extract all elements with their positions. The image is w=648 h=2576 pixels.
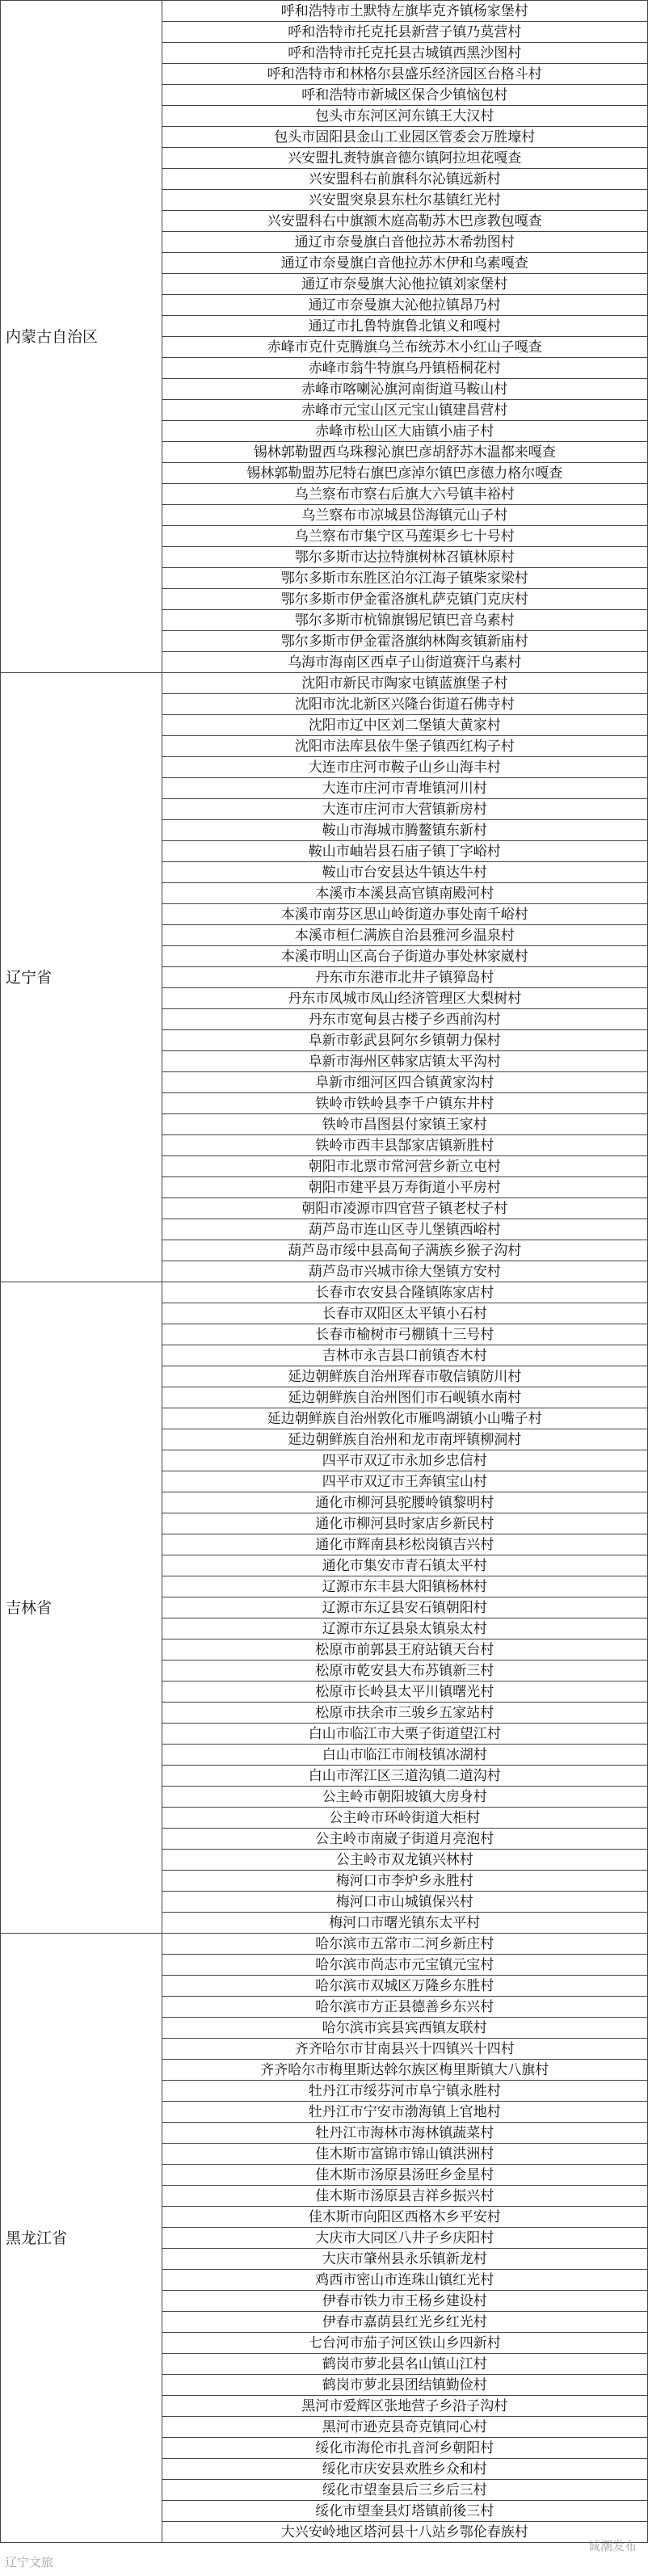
village-name: 鸡西市密山市连珠山镇红光村 [162,2270,647,2291]
village-name: 大连市庄河市鞍子山乡山海丰村 [162,757,647,778]
village-name: 鄂尔多斯市达拉特旗树林召镇林原村 [162,547,647,568]
village-name: 通化市集安市青石镇太平村 [162,1555,647,1576]
village-name: 黑河市爱辉区张地营子乡沿子沟村 [162,2396,647,2417]
village-name: 白山市浑江区三道沟镇二道沟村 [162,1766,647,1787]
village-name: 乌海市海南区西卓子山街道赛汗乌素村 [162,652,647,673]
table-row [1,1934,648,1955]
village-name: 通化市辉南县杉松岗镇吉兴村 [162,1534,647,1555]
village-name: 梅河口市山城镇保兴村 [162,1892,647,1913]
village-name: 赤峰市克什克腾旗乌兰布统苏木小红山子嘎查 [162,337,647,358]
village-name: 牡丹江市宁安市渤海镇上官地村 [162,2102,647,2123]
village-name: 公主岭市朝阳坡镇大房身村 [162,1787,647,1808]
village-name: 哈尔滨市尚志市元宝镇元宝村 [162,1955,647,1976]
village-name: 铁岭市西丰县郜家店镇新胜村 [162,1135,647,1156]
village-name: 乌兰察布市凉城县岱海镇元山子村 [162,505,647,526]
village-name: 鞍山市台安县达牛镇达牛村 [162,862,647,883]
village-name: 长春市榆树市弓棚镇十三号村 [162,1324,647,1345]
village-name: 延边朝鲜族自治州和龙市南坪镇柳洞村 [162,1429,647,1450]
village-name: 绥化市海伦市扎音河乡朝阳村 [162,2438,647,2459]
village-name: 沈阳市辽中区刘二堡镇大黄家村 [162,715,647,736]
village-name: 兴安盟扎赉特旗音德尔镇阿拉坦花嘎查 [162,148,647,169]
village-name: 哈尔滨市五常市二河乡新庄村 [162,1934,647,1955]
village-name: 铁岭市铁岭县李千户镇东井村 [162,1093,647,1114]
village-name: 公主岭市环岭街道大柜村 [162,1808,647,1829]
village-name: 鞍山市海城市腾鳌镇东新村 [162,820,647,841]
village-name: 呼和浩特市托克托县古城镇西黑沙图村 [162,43,647,64]
village-name: 朝阳市北票市常河营乡新立屯村 [162,1156,647,1177]
village-name: 阜新市海州区韩家店镇太平沟村 [162,1051,647,1072]
village-name: 延边朝鲜族自治州珲春市敬信镇防川村 [162,1366,647,1387]
village-name: 长春市双阳区太平镇小石村 [162,1303,647,1324]
table-body [1,1,648,2543]
village-name: 本溪市本溪县高官镇南殿河村 [162,883,647,904]
village-name: 佳木斯市富锦市锦山镇洪洲村 [162,2144,647,2165]
village-name: 兴安盟科右中旗额木庭高勒苏木巴彦教包嘎查 [162,211,647,232]
village-name: 伊春市铁力市王杨乡建设村 [162,2291,647,2312]
village-name: 呼和浩特市土默特左旗毕克齐镇杨家堡村 [162,1,647,22]
province-name: 内蒙古自治区 [1,1,162,673]
village-name: 乌兰察布市察右后旗大六号镇丰裕村 [162,484,647,505]
village-name: 哈尔滨市双城区万隆乡东胜村 [162,1976,647,1997]
village-name: 鹤岗市萝北县名山镇山江村 [162,2354,647,2375]
village-name: 齐齐哈尔市甘南县兴十四镇兴十四村 [162,2039,647,2060]
watermark-left: 辽宁文旅 [5,2555,54,2570]
village-name: 大连市庄河市青堆镇河川村 [162,778,647,799]
village-name: 葫芦岛市绥中县高甸子满族乡猴子沟村 [162,1240,647,1261]
village-name: 辽源市东辽县安石镇朝阳村 [162,1597,647,1618]
village-name: 葫芦岛市连山区寺儿堡镇西峪村 [162,1219,647,1240]
village-name: 通化市柳河县驼腰岭镇黎明村 [162,1492,647,1513]
village-name: 包头市东河区河东镇王大汉村 [162,106,647,127]
village-name: 鞍山市岫岩县石庙子镇丁字峪村 [162,841,647,862]
village-name: 葫芦岛市兴城市徐大堡镇方安村 [162,1261,647,1282]
village-name: 牡丹江市绥芬河市阜宁镇永胜村 [162,2081,647,2102]
village-name: 鄂尔多斯市东胜区泊尔江海子镇柴家梁村 [162,568,647,589]
village-name: 佳木斯市汤原县汤旺乡金星村 [162,2165,647,2186]
village-name: 鄂尔多斯市伊金霍洛旗纳林陶亥镇新庙村 [162,631,647,652]
village-name: 大庆市肇州县永乐镇新龙村 [162,2249,647,2270]
village-name: 呼和浩特市托克托县新营子镇乃莫营村 [162,22,647,43]
village-name: 赤峰市元宝山区元宝山镇建昌营村 [162,400,647,421]
village-name: 本溪市桓仁满族自治县雅河乡温泉村 [162,925,647,946]
village-name: 本溪市南芬区思山岭街道办事处南千峪村 [162,904,647,925]
village-name: 呼和浩特市新城区保合少镇恼包村 [162,85,647,106]
village-name: 七台河市茄子河区铁山乡四新村 [162,2333,647,2354]
watermark-right: 诚潮发布 [587,2539,637,2553]
village-name: 赤峰市翁牛特旗乌丹镇梧桐花村 [162,358,647,379]
village-name: 辽源市东辽县泉太镇泉太村 [162,1618,647,1639]
village-name: 长春市农安县合隆镇陈家店村 [162,1282,647,1303]
village-name: 阜新市彰武县阿尔乡镇朝力保村 [162,1030,647,1051]
province-name: 辽宁省 [1,673,162,1282]
village-name: 通辽市奈曼旗白音他拉苏木伊和乌素嘎查 [162,253,647,274]
village-name: 白山市临江市闹枝镇冰湖村 [162,1745,647,1766]
village-name: 包头市固阳县金山工业园区管委会万胜壕村 [162,127,647,148]
village-name: 哈尔滨市方正县德善乡东兴村 [162,1997,647,2018]
village-name: 鹤岗市萝北县团结镇勤俭村 [162,2375,647,2396]
village-name: 松原市乾安县大布苏镇新三村 [162,1661,647,1682]
village-name: 延边朝鲜族自治州敦化市雁鸣湖镇小山嘴子村 [162,1408,647,1429]
village-name: 四平市双辽市王奔镇宝山村 [162,1471,647,1492]
village-name: 赤峰市喀喇沁旗河南街道马鞍山村 [162,379,647,400]
province-name: 黑龙江省 [1,1934,162,2543]
village-name: 通辽市奈曼旗大沁他拉镇刘家堡村 [162,274,647,295]
village-name: 丹东市凤城市凤山经济管理区大梨树村 [162,988,647,1009]
village-name: 白山市临江市大栗子街道望江村 [162,1724,647,1745]
village-name: 丹东市宽甸县古楼子乡西前沟村 [162,1009,647,1030]
village-name: 大连市庄河市大营镇新房村 [162,799,647,820]
province-name: 吉林省 [1,1282,162,1934]
village-name: 延边朝鲜族自治州图们市石岘镇水南村 [162,1387,647,1408]
village-name: 松原市长岭县太平川镇曙光村 [162,1682,647,1703]
village-name: 松原市扶余市三骏乡五家站村 [162,1703,647,1724]
village-name: 通辽市奈曼旗大沁他拉镇昂乃村 [162,295,647,316]
village-name: 乌兰察布市集宁区马莲渠乡七十号村 [162,526,647,547]
village-name: 通辽市扎鲁特旗鲁北镇义和嘎村 [162,316,647,337]
village-name: 绥化市望奎县后三乡后三村 [162,2480,647,2501]
village-name: 兴安盟突泉县东杜尔基镇红光村 [162,190,647,211]
village-name: 四平市双辽市永加乡忠信村 [162,1450,647,1471]
village-name: 哈尔滨市宾县宾西镇友联村 [162,2018,647,2039]
table-row [1,673,648,694]
village-name: 沈阳市法库县依牛堡子镇西红构子村 [162,736,647,757]
village-name: 辽源市东丰县大阳镇杨林村 [162,1576,647,1597]
village-name: 朝阳市凌源市四官营子镇老杖子村 [162,1198,647,1219]
village-name: 公主岭市南崴子街道月亮泡村 [162,1829,647,1850]
village-name: 黑河市逊克县奇克镇同心村 [162,2417,647,2438]
village-name: 齐齐哈尔市梅里斯达斡尔族区梅里斯镇大八旗村 [162,2060,647,2081]
village-name: 绥化市望奎县灯塔镇前後三村 [162,2501,647,2522]
village-name: 松原市前郭县王府站镇天台村 [162,1639,647,1661]
village-name: 吉林市永吉县口前镇杏木村 [162,1345,647,1366]
table-row [1,1282,648,1303]
village-name: 兴安盟科右前旗科尔沁镇远新村 [162,169,647,190]
village-name: 大庆市大同区八井子乡庆阳村 [162,2228,647,2249]
village-name: 牡丹江市海林市海林镇蔬菜村 [162,2123,647,2144]
village-name: 沈阳市新民市陶家屯镇蓝旗堡子村 [162,673,647,694]
village-name: 佳木斯市汤原县吉祥乡振兴村 [162,2186,647,2207]
village-name: 锡林郭勒盟西乌珠穆沁旗巴彦胡舒苏木温都来嘎查 [162,442,647,463]
village-name: 梅河口市曙光镇东太平村 [162,1913,647,1934]
village-name: 通辽市奈曼旗白音他拉苏木希勃图村 [162,232,647,253]
village-name: 沈阳市沈北新区兴隆台街道石佛寺村 [162,694,647,715]
village-name: 呼和浩特市和林格尔县盛乐经济园区台格斗村 [162,64,647,85]
village-name: 公主岭市双龙镇兴林村 [162,1850,647,1871]
village-name: 绥化市庆安县欢胜乡众和村 [162,2459,647,2480]
village-name: 丹东市东港市北井子镇獐岛村 [162,967,647,988]
village-name: 本溪市明山区高台子街道办事处林家崴村 [162,946,647,967]
village-name: 佳木斯市向阳区西格木乡平安村 [162,2207,647,2228]
village-name: 鄂尔多斯市杭锦旗锡尼镇巴音乌素村 [162,610,647,631]
village-name: 阜新市细河区四合镇黄家沟村 [162,1072,647,1093]
village-name: 伊春市嘉荫县红光乡红光村 [162,2312,647,2333]
village-name: 朝阳市建平县万寿街道小平房村 [162,1177,647,1198]
village-name: 大兴安岭地区塔河县十八站乡鄂伦春族村 [162,2522,647,2543]
village-name: 赤峰市松山区大庙镇小庙子村 [162,421,647,442]
village-name: 鄂尔多斯市伊金霍洛旗札萨克镇门克庆村 [162,589,647,610]
village-name: 梅河口市李炉乡永胜村 [162,1871,647,1892]
table-row [1,1,648,22]
village-name: 铁岭市昌图县付家镇王家村 [162,1114,647,1135]
village-name: 通化市柳河县时家店乡新民村 [162,1513,647,1534]
village-name: 锡林郭勒盟苏尼特右旗巴彦淖尔镇巴彦德力格尔嘎查 [162,463,647,484]
